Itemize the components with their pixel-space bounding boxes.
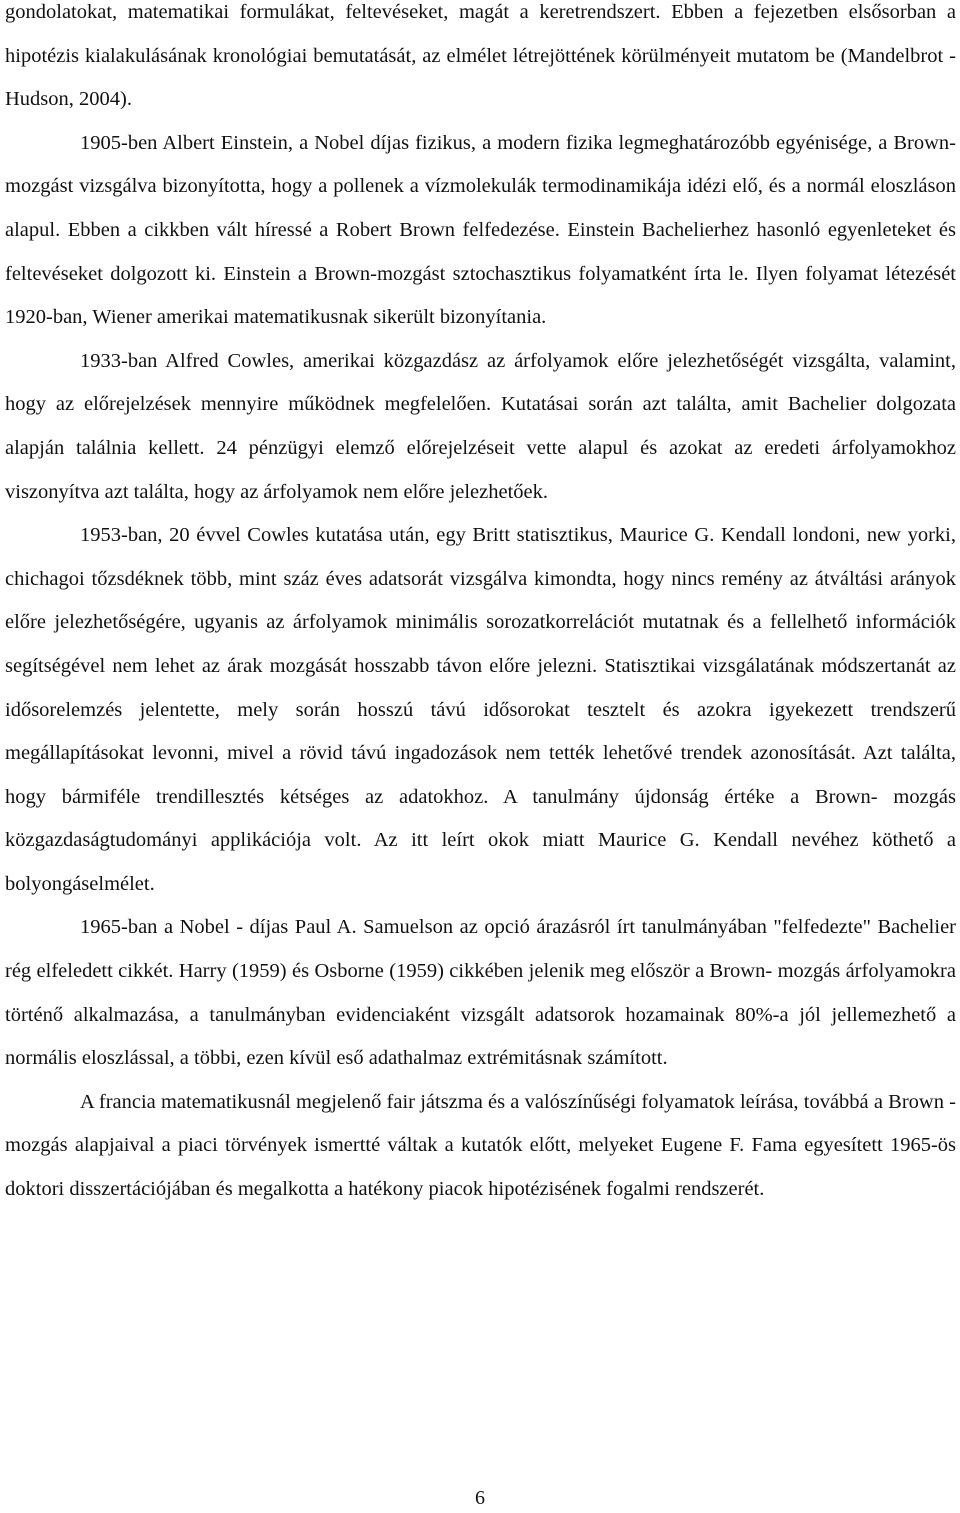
paragraph-continuation: gondolatokat, matematikai formulákat, feltevéseket, magát a keretrendszert. Ebben a fejezetben elsősorban a hipotézis kialakulásának kronológiai bemutatását, az elmélet létrejöttének körülményeit mutatom be (Mandelbrot - Hudson, 2004). [5,1,956,111]
document-page [5,0,956,1212]
paragraph-samuelson: 1965-ban a Nobel - díjas Paul A. Samuelson az opció árazásról írt tanulmányában "felfedezte" Bachelier rég elfeledett cikkét. Harry (1959) és Osborne (1959) cikkében jelenik meg először a Brown- mozgás árfolyamokra történő alkalmazása, a tanulmányban evidenciaként vizsgált adatsorok hozamainak 80%-a jól jellemezhető a normális eloszlással, a többi, ezen kívül eső adathalmaz extrémitásnak számított. [5,916,956,1070]
paragraph-einstein: 1905-ben Albert Einstein, a Nobel díjas fizikus, a modern fizika legmeghatározóbb egyénisége, a Brown-mozgást vizsgálva bizonyította, hogy a pollenek a vízmolekulák termodinamikája idézi elő, és a normál eloszláson alapul. Ebben a cikkben vált híressé a Robert Brown felfedezése. Einstein Bachelierhez hasonló egyenleteket és feltevéseket dolgozott ki. Einstein a Brown-mozgást sztochasztikus folyamatként írta le. Ilyen folyamat létezését 1920-ban, Wiener amerikai matematikusnak sikerült bizonyítania. [5,131,956,329]
paragraph-kendall: 1953-ban, 20 évvel Cowles kutatása után, egy Britt statisztikus, Maurice G. Kendall londoni, new yorki, chichagoi tőzsdéknek több, mint száz éves adatsorát vizsgálva kimondta, hogy nincs remény az átváltási arányok előre jelezhetőségére, ugyanis az árfolyamok minimális sorozatkorrelációt mutatnak és a fellelhető információk segítségével nem lehet az árak mozgását hosszabb távon előre jelezni. Statisztikai vizsgálatának módszertanát az idősorelemzés jelentette, mely során hosszú távú idősorokat tesztelt és azokra igyekezett trendszerű megállapításokat levonni, mivel a rövid távú ingadozások nem tették lehetővé trendek azonosítását. Azt találta, hogy bármiféle trendillesztés kétséges az adatokhoz. A tanulmány újdonság értéke a Brown- mozgás közgazdaságtudományi applikációja volt. Az itt leírt okok miatt Maurice G. Kendall nevéhez köthető a bolyongáselmélet. [5,524,956,895]
paragraph-cowles: 1933-ban Alfred Cowles, amerikai közgazdász az árfolyamok előre jelezhetőségét vizsgálta, valamint, hogy az előrejelzések mennyire működnek megfelelően. Kutatásai során azt találta, amit Bachelier dolgozata alapján találnia kellett. 24 pénzügyi elemző előrejelzéseit vette alapul és azokat az eredeti árfolyamokhoz viszonyítva azt találta, hogy az árfolyamok nem előre jelezhetőek. [5,349,956,503]
page-number: 6 [475,1487,485,1509]
paragraph-fama: A francia matematikusnál megjelenő fair játszma és a valószínűségi folyamatok leírása, továbbá a Brown - mozgás alapjaival a piaci törvények ismertté váltak a kutatók előtt, melyeket Eugene F. Fama egyesített 1965-ös doktori disszertációjában és megalkotta a hatékony piacok hipotézisének fogalmi rendszerét. [5,1090,956,1201]
